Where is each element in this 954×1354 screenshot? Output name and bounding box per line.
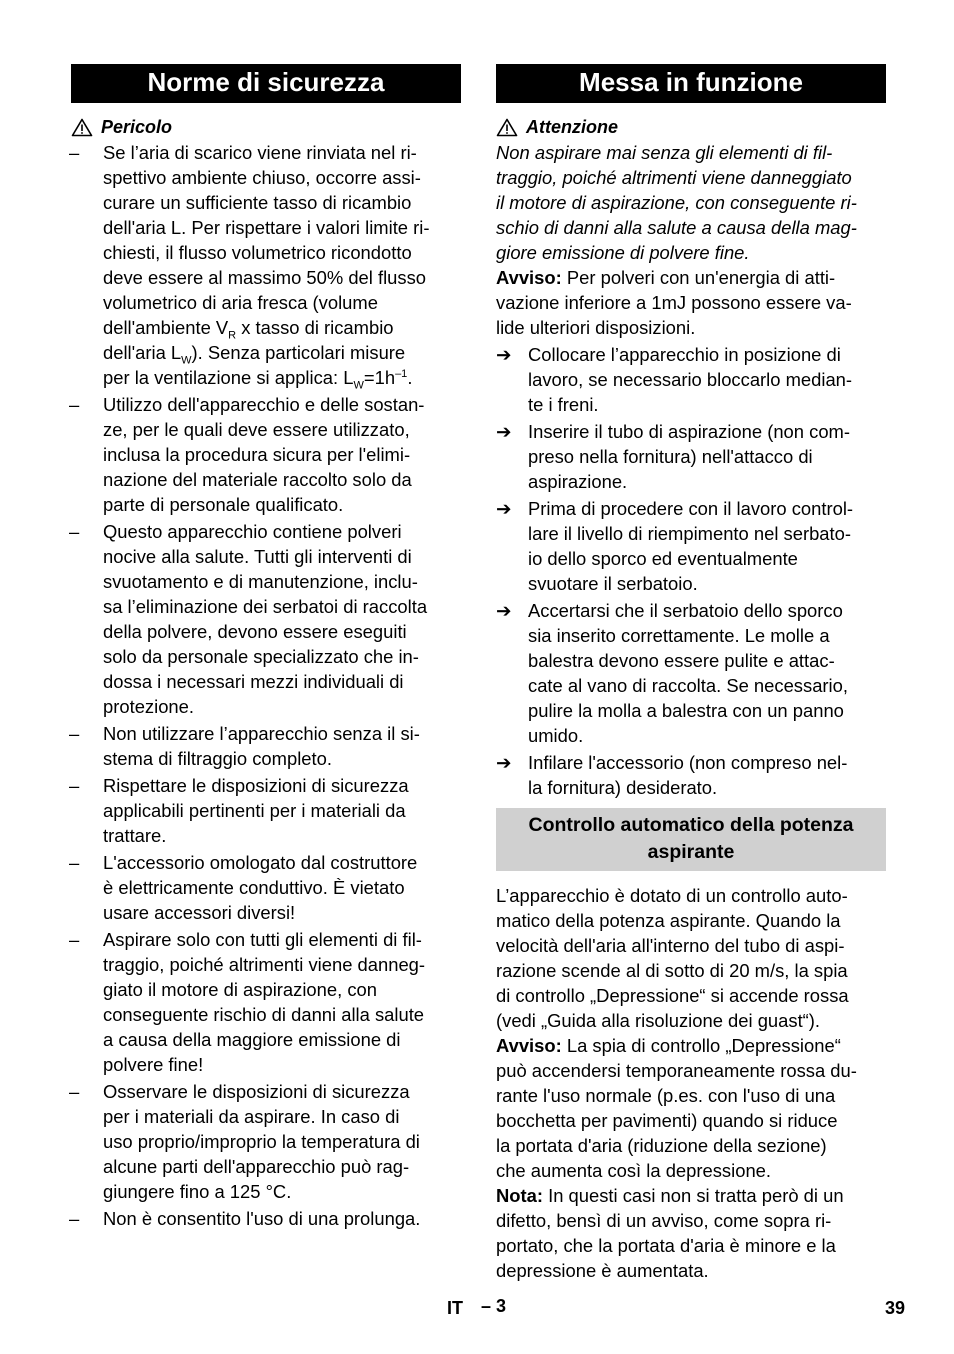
danger-warning: [71, 115, 461, 140]
safety-rule-item: [71, 519, 461, 719]
dash-marker: –: [69, 1208, 80, 1229]
startup-step-item: [496, 750, 886, 800]
notice-text: Per polveri con un'energia di atti- vazione inferiore a 1mJ possono essere va- lide ulteriori disposizioni.: [496, 267, 852, 338]
footer-page-number: 39: [885, 1298, 906, 1318]
left-column: [71, 64, 461, 1233]
startup-step-text: Collocare l’apparecchio in posizione di lavoro, se necessario bloccarlo median- te i freni.: [528, 344, 853, 415]
section-title-safety: Norme di sicurezza: [71, 64, 461, 103]
dash-marker: –: [69, 521, 80, 542]
footer-section-page: – 3: [481, 1296, 507, 1316]
safety-rule-item: [71, 850, 461, 925]
arrow-right-icon: ➔: [496, 421, 512, 442]
safety-rule-text: L'accessorio omologato dal costruttore è elettricamente conduttivo. È vietato usare accessori diversi!: [103, 852, 418, 923]
startup-step-text: Inserire il tubo di aspirazione (non com- preso nella fornitura) nell'attacco di aspirazione.: [528, 421, 850, 492]
startup-step-text: Accertarsi che il serbatoio dello sporco sia inserito correttamente. Le molle a balestra devono essere pulite e attac- cate al vano di raccolta. Se necessario, pulire la molla a balestra con un panno umido.: [528, 600, 848, 746]
note-paragraph: [496, 1183, 886, 1283]
safety-rule-text: Questo apparecchio contiene polveri nocive alla salute. Tutti gli interventi di svuotamento e di manutenzione, inclu- sa l’eliminazione dei serbatoi di raccolta della polvere, devono essere eseguiti solo da personale specializzato che in- dossa i necessari mezzi individuali di protezione.: [103, 521, 428, 717]
safety-rule-item: [71, 773, 461, 848]
safety-rule-text: Osservare le disposizioni di sicurezza per i materiali da aspirare. In caso di uso proprio/improprio la temperatura di alcune parti dell'apparecchio può rag- giungere fino a 125 °C.: [103, 1081, 420, 1202]
suction-control-intro: L’apparecchio è dotato di un controllo auto- matico della potenza aspirante. Quando la velocità dell'aria all'interno del tubo di aspi- razione scende al di sotto di 20 m/s, la spia di controllo „Depressione“ si accende rossa (vedi „Guida alla risoluzione dei guast“).: [496, 885, 849, 1031]
safety-rule-list: [71, 140, 461, 1231]
dash-marker: –: [69, 723, 80, 744]
safety-rule-item: [71, 140, 461, 390]
arrow-right-icon: ➔: [496, 344, 512, 365]
safety-rule-item: [71, 392, 461, 517]
note-label: Nota:: [496, 1185, 543, 1206]
startup-step-text: Infilare l'accessorio (non compreso nel- la fornitura) desiderato.: [528, 752, 848, 798]
startup-step-item: [496, 419, 886, 494]
depression-light-notice: [496, 1033, 886, 1183]
caution-label: Attenzione: [526, 117, 618, 137]
startup-step-item: [496, 496, 886, 596]
right-column: [496, 64, 886, 1283]
safety-rule-text: Aspirare solo con tutti gli elementi di fil- traggio, poiché altrimenti viene danneg- giato il motore di aspirazione, con conseguente rischio di danni alla salute a causa della maggiore emissione di polvere fine!: [103, 929, 426, 1075]
notice-text: La spia di controllo „Depressione“ può accendersi temporaneamente rossa du- rante l'uso normale (p.es. con l'uso di una bocchetta per pavimenti) quando si riduce la portata d'aria (riduzione della sezione) che aumenta così la depressione.: [496, 1035, 857, 1181]
safety-rule-item: [71, 927, 461, 1077]
dash-marker: –: [69, 394, 80, 415]
activation-energy-notice: [496, 265, 886, 340]
startup-step-item: [496, 342, 886, 417]
notice-label: Avviso:: [496, 1035, 562, 1056]
startup-step-text: Prima di procedere con il lavoro control- lare il livello di riempimento nel serbato- io dello sporco ed eventualmente svuotare il serbatoio.: [528, 498, 854, 594]
safety-rule-item: [71, 1206, 461, 1231]
caution-warning: [496, 115, 886, 140]
arrow-right-icon: ➔: [496, 600, 512, 621]
caution-text: Non aspirare mai senza gli elementi di fil- traggio, poiché altrimenti viene danneggiato il motore di aspirazione, con conseguente ri- schio di danni alla salute a causa della mag- giore emissione di polvere fine.: [496, 142, 857, 263]
safety-rule-item: [71, 721, 461, 771]
arrow-right-icon: ➔: [496, 752, 512, 773]
safety-rule-text: Non è consentito l'uso di una prolunga.: [103, 1208, 421, 1229]
startup-step-list: [496, 342, 886, 800]
startup-step-item: [496, 598, 886, 748]
safety-rule-text: Utilizzo dell'apparecchio e delle sostan- ze, per le quali deve essere utilizzato, inclusa la procedura sicura per l'elimi- nazione del materiale raccolto solo da parte di personale qualificato.: [103, 394, 425, 515]
dash-marker: –: [69, 142, 80, 163]
footer-language: IT: [447, 1298, 463, 1318]
section-title-startup: Messa in funzione: [496, 64, 886, 103]
safety-rule-text: Rispettare le disposizioni di sicurezza applicabili pertinenti per i materiali da trattare.: [103, 775, 409, 846]
warning-triangle-icon: [71, 118, 93, 137]
dash-marker: –: [69, 929, 80, 950]
safety-rule-text: Non utilizzare l’apparecchio senza il si- stema di filtraggio completo.: [103, 723, 420, 769]
dash-marker: –: [69, 1081, 80, 1102]
danger-label: Pericolo: [101, 117, 173, 137]
arrow-right-icon: ➔: [496, 498, 512, 519]
dash-marker: –: [69, 775, 80, 796]
ventilation-rule-text: Se l’aria di scarico viene rinviata nel ri- spettivo ambiente chiuso, occorre assi- curare un sufficiente tasso di ricambio dell'aria L. Per rispettare i valori limite ri- chiesti, il flusso volumetrico ricondotto deve essere al massimo 50% del flusso volumetrico di aria fresca (volume dell'ambiente $V_R$ x tasso di ricambio dell'aria $L_W$). Senza particolari misure per la ventilazione si applica: $L_W=1h^{-1}$.: [103, 142, 430, 392]
warning-triangle-icon: [496, 118, 518, 137]
notice-label: Avviso:: [496, 267, 562, 288]
safety-rule-item: [71, 1079, 461, 1204]
subsection-heading-suction-control: Controllo automatico della potenza aspirante: [496, 808, 886, 871]
dash-marker: –: [69, 852, 80, 873]
note-text: In questi casi non si tratta però di un difetto, bensì di un avviso, come sopra ri- portato, che la portata d'aria è minore e la depressione è aumentata.: [496, 1185, 844, 1281]
